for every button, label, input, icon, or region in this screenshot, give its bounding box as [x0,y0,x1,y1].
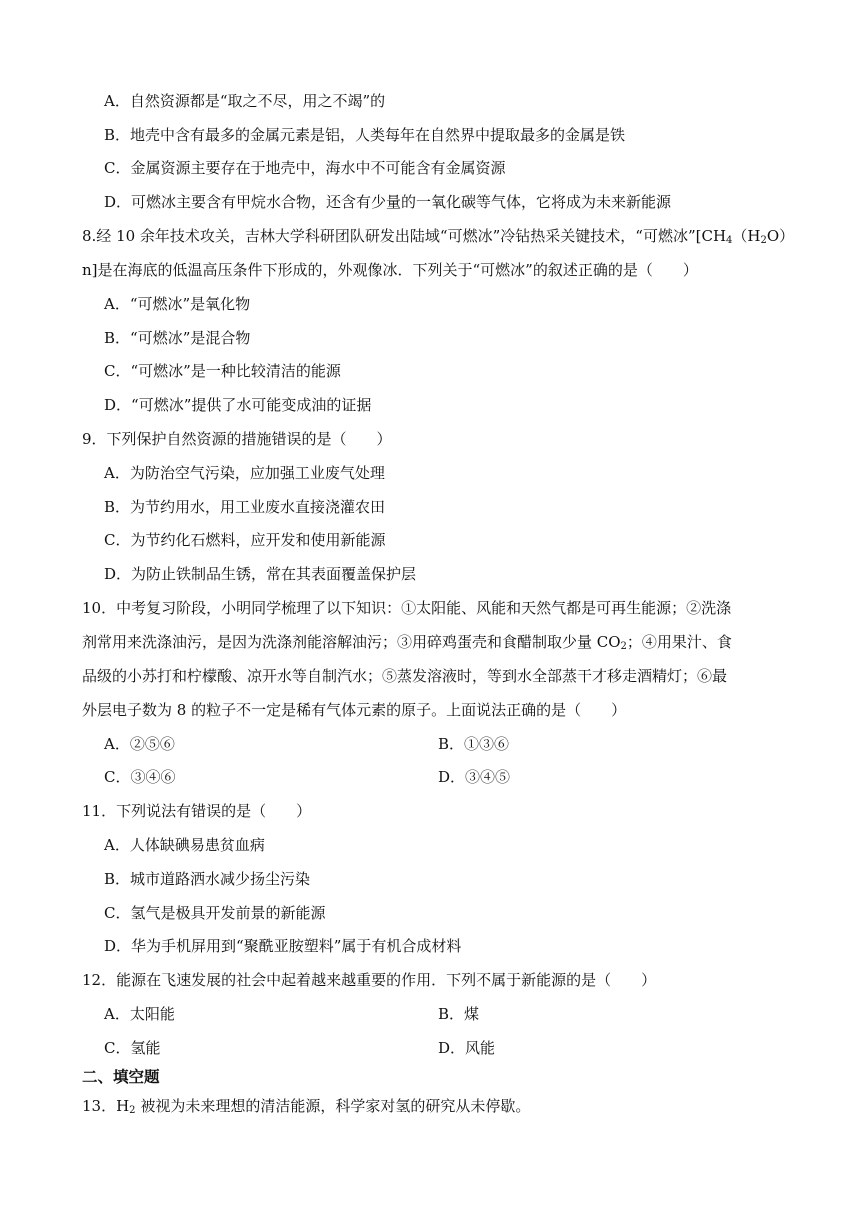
q12-option-a: A．太阳能 [104,1005,175,1023]
q7-option-c: C．金属资源主要存在于地壳中，海水中不可能含有金属资源 [104,159,506,177]
q9-option-d: D．为防止铁制品生锈，常在其表面覆盖保护层 [104,565,417,583]
q8-stem-line2: n]是在海底的低温高压条件下形成的，外观像冰．下列关于“可燃冰”的叙述正确的是（ ） [82,261,698,279]
q11-option-d: D．华为手机屏用到“聚酰亚胺塑料”属于有机合成材料 [104,937,462,955]
q10-option-a: A．②⑤⑥ [104,735,175,753]
q11-option-c: C．氢气是极具开发前景的新能源 [104,904,326,922]
q11-stem: 11．下列说法有错误的是（ ） [82,802,312,820]
q8-stem-line1 [82,226,795,246]
q9-option-a: A．为防治空气污染，应加强工业废气处理 [104,464,385,482]
q12-stem: 12．能源在飞速发展的社会中起着越来越重要的作用．下列不属于新能源的是（ ） [82,971,657,989]
q11-option-a: A．人体缺碘易患贫血病 [104,836,265,854]
q13-stem-text-a: 13．H [82,1097,130,1115]
q8-option-c: C．“可燃冰”是一种比较清洁的能源 [104,362,341,380]
q7-option-b: B．地壳中含有最多的金属元素是铝，人类每年在自然界中提取最多的金属是铁 [104,126,626,144]
q10-stem-line4: 外层电子数为 8 的粒子不一定是稀有气体元素的原子。上面说法正确的是（ ） [82,701,627,719]
q12-option-d: D．风能 [438,1039,496,1057]
q10-stem-line3: 品级的小苏打和柠檬酸、凉开水等自制汽水；⑤蒸发溶液时，等到水全部蒸干才移走酒精灯；⑥最 [82,667,728,685]
q12-option-c: C．氢能 [104,1039,161,1057]
q8-subscript-4: 4 [726,235,733,246]
q10-stem-text-b: ；④用果汁、食 [626,633,732,651]
q9-stem: 9．下列保护自然资源的措施错误的是（ ） [82,430,392,448]
section-heading-fill-in: 二、填空题 [82,1068,160,1086]
q13-subscript-2: 2 [129,1105,136,1116]
q10-option-b: B．①③⑥ [438,735,510,753]
q12-option-b: B．煤 [438,1005,480,1023]
q10-option-d: D．③④⑤ [438,768,511,786]
q10-stem-text-a: 剂常用来洗涤油污，是因为洗涤剂能溶解油污；③用碎鸡蛋壳和食醋制取少量 CO [82,633,621,651]
q8-stem-text-a: 8.经 10 余年技术攻关，吉林大学科研团队研发出陆域“可燃冰”冷钻热采关键技术，“可燃冰”[CH [82,227,727,245]
q13-stem [82,1096,790,1116]
q9-option-b: B．为节约用水，用工业废水直接浇灌农田 [104,498,386,516]
q7-option-a: A．自然资源都是“取之不尽，用之不竭”的 [104,92,386,110]
q9-option-c: C．为节约化石燃料，应开发和使用新能源 [104,531,386,549]
q8-subscript-2: 2 [760,235,767,246]
q10-stem-line1: 10．中考复习阶段，小明同学梳理了以下知识：①太阳能、风能和天然气都是可再生能源；②洗涤 [82,599,732,617]
q8-option-d: D．“可燃冰”提供了水可能变成油的证据 [104,396,372,414]
q10-subscript-2: 2 [620,641,627,652]
q10-stem-line2 [82,632,790,652]
q13-stem-text-b: 被视为未来理想的清洁能源，科学家对氢的研究从未停歇。 [135,1097,531,1115]
q11-option-b: B．城市道路洒水减少扬尘污染 [104,870,311,888]
q8-option-a: A．“可燃冰”是氧化物 [104,295,251,313]
q8-stem-text-b: （H [732,227,761,245]
q10-option-c: C．③④⑥ [104,768,176,786]
q8-option-b: B．“可燃冰”是混合物 [104,329,251,347]
q8-stem-text-c: O） [766,227,795,245]
q7-option-d: D．可燃冰主要含有甲烷水合物，还含有少量的一氧化碳等气体，它将成为未来新能源 [104,193,672,211]
